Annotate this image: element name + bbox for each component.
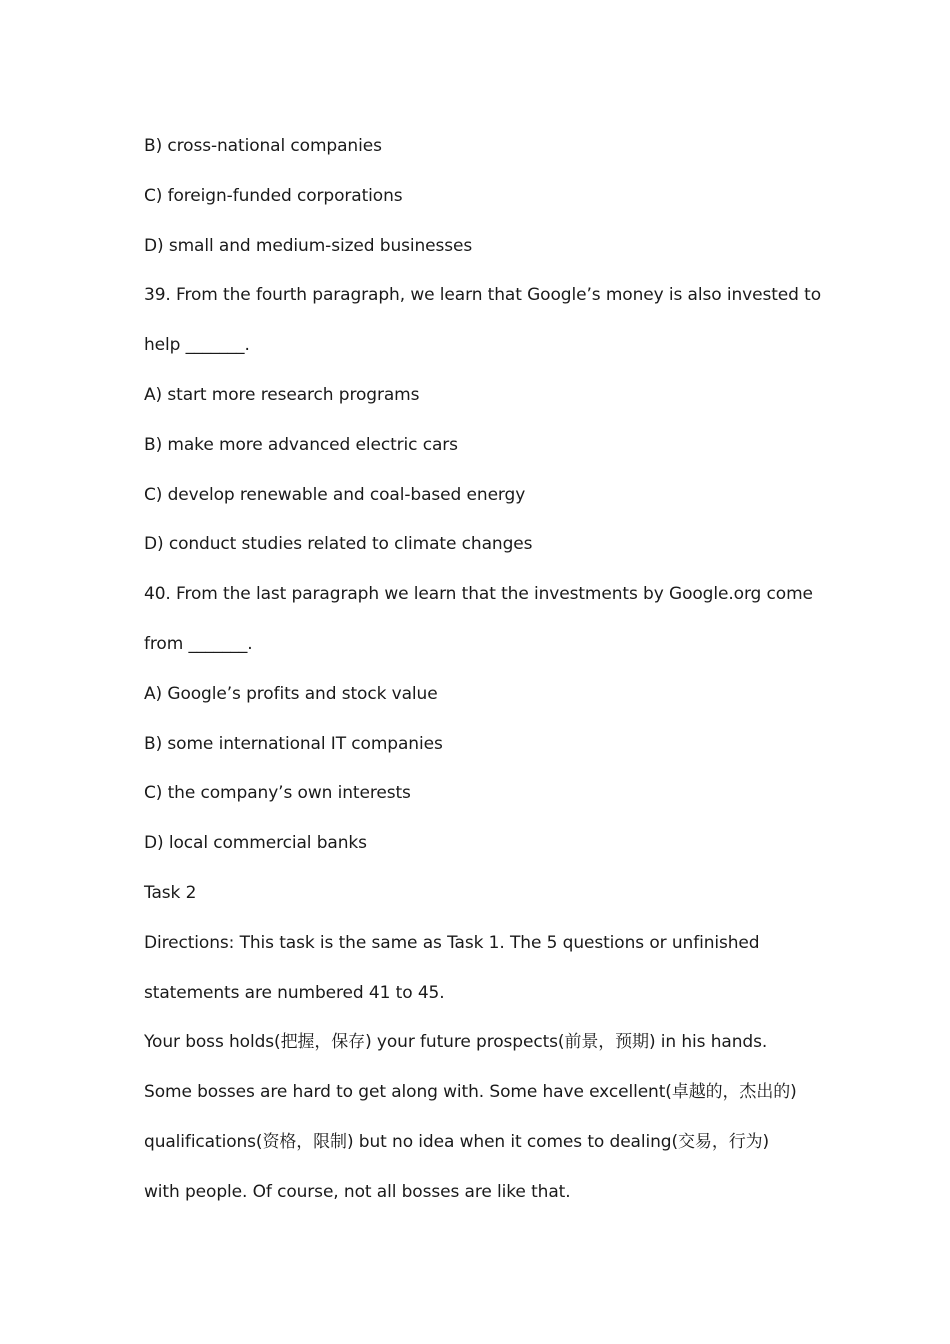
option-38-b: B) cross-national companies [144, 136, 382, 156]
option-40-a: A) Google’s profits and stock value [144, 683, 438, 704]
passage-line-3: qualifications(资格，限制) but no idea when it comes to dealing(交易，行为) [144, 1131, 770, 1152]
option-40-d: D) local commercial banks [144, 833, 367, 854]
passage-line-1: Your boss holds(把握，保存) your future prospects(前景，预期) in his hands. [144, 1032, 768, 1053]
task-2-heading: Task 2 [144, 882, 197, 903]
option-38-c: C) foreign-funded corporations [144, 185, 403, 206]
document-body [144, 122, 824, 1218]
option-40-b: B) some international IT companies [144, 733, 443, 754]
passage-line-4: with people. Of course, not all bosses are like that. [144, 1181, 571, 1202]
option-40-c: C) the company’s own interests [144, 783, 411, 804]
passage-line-2: Some bosses are hard to get along with. Some have excellent(卓越的，杰出的) [144, 1082, 797, 1103]
option-39-c: C) develop renewable and coal-based energy [144, 484, 526, 505]
directions-line-1: Directions: This task is the same as Task 1. The 5 questions or unfinished [144, 932, 760, 953]
directions-line-2: statements are numbered 41 to 45. [144, 982, 445, 1003]
question-39-line-1: 39. From the fourth paragraph, we learn that Google’s money is also invested to [144, 285, 822, 306]
option-39-a: A) start more research programs [144, 384, 420, 405]
question-39-line-2: help _______. [144, 335, 250, 356]
option-39-b: B) make more advanced electric cars [144, 434, 458, 455]
question-40-line-1: 40. From the last paragraph we learn that the investments by Google.org come [144, 584, 813, 605]
option-38-d: D) small and medium-sized businesses [144, 235, 473, 256]
option-39-d: D) conduct studies related to climate changes [144, 534, 533, 555]
question-40-line-2: from _______. [144, 633, 253, 654]
